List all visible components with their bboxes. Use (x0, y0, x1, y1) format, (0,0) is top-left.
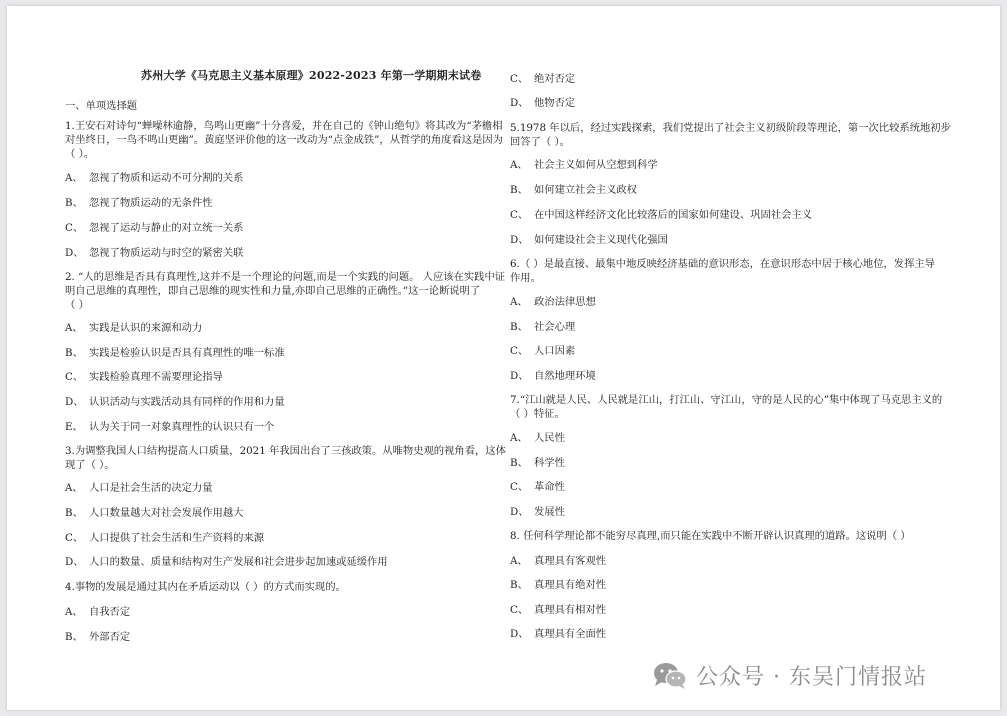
question-5-line-2: 回答了（ ）。 (510, 136, 570, 148)
question-1-line-1: 1.王安石对诗句“蝉噪林逾静，鸟鸣山更幽”十分喜爱，并在自己的《钟山绝句》将其改为“茅檐相 (65, 120, 503, 132)
question-4-option-c: C、 绝对否定 (510, 73, 576, 85)
question-5-line-1: 5.1978 年以后，经过实践探索，我们党提出了社会主义初级阶段等理论，第一次比较系统地初步 (510, 122, 951, 134)
question-2-option-b: B、 实践是检验认识是否具有真理性的唯一标准 (65, 347, 285, 359)
question-8-option-b: B、 真理具有绝对性 (510, 579, 607, 591)
exam-title: 苏州大学《马克思主义基本原理》2022-2023 年第一学期期末试卷 (141, 69, 482, 82)
question-4-option-d: D、 他物否定 (510, 97, 576, 109)
question-7-line-2: （ ）特征。 (510, 408, 565, 420)
question-2-line-2: 明自己思维的真理性，即自己思维的现实性和力量,亦即自己思维的正确性。”这一论断说明了 (65, 285, 481, 297)
watermark-text: 公众号 · 东吴门情报站 (696, 665, 927, 690)
question-3-option-d: D、 人口的数量、质量和结构对生产发展和社会进步起加速或延缓作用 (65, 556, 388, 568)
question-2-option-e: E、 认为关于同一对象真理性的认识只有一个 (65, 421, 275, 433)
question-2-line-3: （ ） (65, 299, 89, 311)
question-6-option-a: A、 政治法律思想 (510, 296, 596, 308)
question-7-option-d: D、 发展性 (510, 506, 565, 518)
question-1-option-d: D、 忽视了物质运动与时空的紧密关联 (65, 247, 244, 259)
question-1-line-3: （ ）。 (65, 148, 95, 160)
question-6-line-1: 6.（ ）是最直接、最集中地反映经济基础的意识形态，在意识形态中居于核心地位，发挥主导 (510, 258, 935, 270)
section-heading: 一、单项选择题 (65, 100, 138, 112)
question-8-line-1: 8. 任何科学理论都不能穷尽真理,而只能在实践中不断开辟认识真理的道路。这说明（ ） (510, 530, 911, 542)
question-1-line-2: 对坐终日，一鸟不鸣山更幽”。黄庭坚评价他的这一改动为“点金成铁”，从哲学的角度看这是因为 (65, 134, 503, 146)
question-2-option-c: C、 实践检验真理不需要理论指导 (65, 371, 223, 383)
question-8-option-a: A、 真理具有客观性 (510, 555, 607, 567)
question-8-option-d: D、 真理具有全面性 (510, 628, 607, 640)
question-5-option-c: C、 在中国这样经济文化比较落后的国家如何建设、巩固社会主义 (510, 209, 813, 221)
question-4-option-b: B、 外部否定 (65, 631, 131, 643)
question-7-line-1: 7.“江山就是人民、人民就是江山，打江山、守江山，守的是人民的心”集中体现了马克思主义的 (510, 394, 943, 406)
question-4-option-a: A、 自我否定 (65, 606, 131, 618)
question-6-option-d: D、 自然地理环境 (510, 370, 596, 382)
question-1-option-c: C、 忽视了运动与静止的对立统一关系 (65, 222, 244, 234)
question-5-option-b: B、 如何建立社会主义政权 (510, 184, 637, 196)
question-3-line-2: 现了（ ）。 (65, 459, 115, 471)
question-5-option-d: D、 如何建设社会主义现代化强国 (510, 234, 668, 246)
question-6-option-b: B、 社会心理 (510, 321, 576, 333)
question-3-option-b: B、 人口数量越大对社会发展作用越大 (65, 507, 244, 519)
question-7-option-a: A、 人民性 (510, 432, 565, 444)
question-6-option-c: C、 人口因素 (510, 345, 576, 357)
exam-page (7, 6, 1000, 710)
question-3-line-1: 3.为调整我国人口结构提高人口质量，2021 年我国出台了三孩政策。从唯物史观的视角看，这体 (65, 445, 506, 457)
question-2-option-d: D、 认识活动与实践活动具有同样的作用和力量 (65, 396, 285, 408)
wechat-icon (652, 661, 688, 691)
question-5-option-a: A、 社会主义如何从空想到科学 (510, 159, 658, 171)
question-2-option-a: A、 实践是认识的来源和动力 (65, 322, 203, 334)
question-3-option-c: C、 人口提供了社会生活和生产资料的来源 (65, 532, 265, 544)
question-3-option-a: A、 人口是社会生活的决定力量 (65, 482, 213, 494)
question-1-option-a: A、 忽视了物质和运动不可分割的关系 (65, 172, 244, 184)
question-2-line-1: 2. “人的思维是否具有真理性,这并不是一个理论的问题,而是一个实践的问题。 人应该在实践中证 (65, 271, 506, 283)
question-8-option-c: C、 真理具有相对性 (510, 604, 607, 616)
watermark (652, 660, 927, 691)
question-7-option-c: C、 革命性 (510, 481, 565, 493)
question-1-option-b: B、 忽视了物质运动的无条件性 (65, 197, 213, 209)
question-7-option-b: B、 科学性 (510, 457, 565, 469)
question-6-line-2: 作用。 (510, 272, 541, 284)
question-4-line-1: 4.事物的发展是通过其内在矛盾运动以（ ）的方式而实现的。 (65, 581, 346, 593)
